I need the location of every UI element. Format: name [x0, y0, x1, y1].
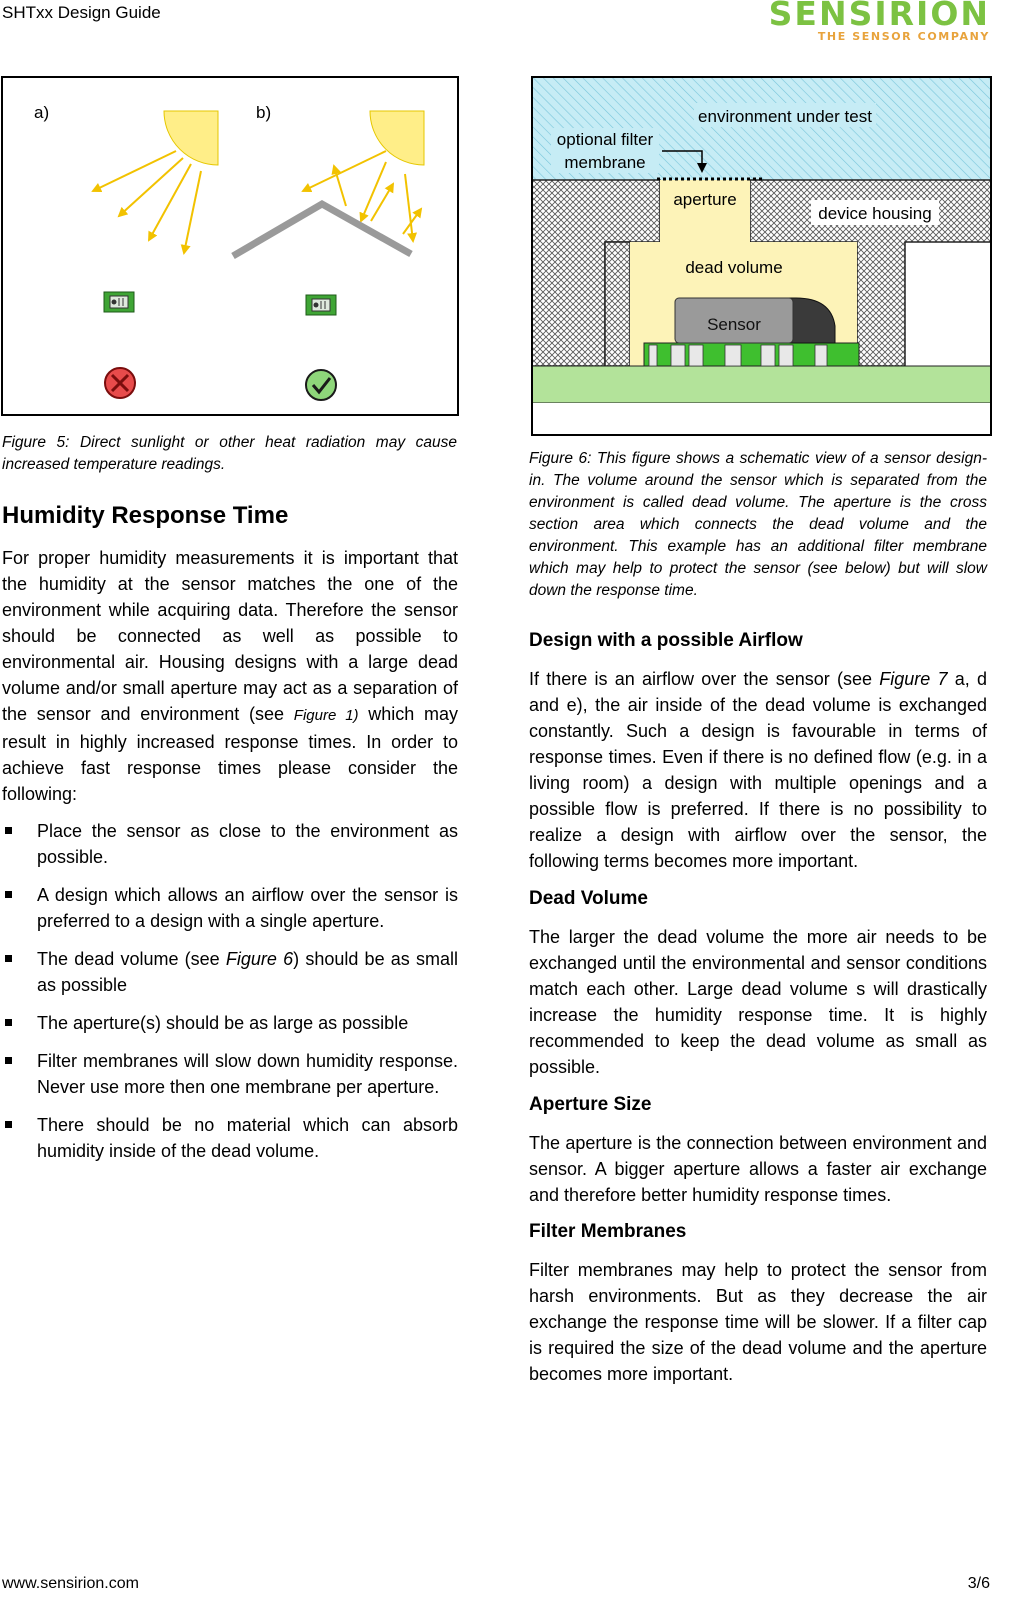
airflow-paragraph [529, 666, 987, 874]
filter-label-line2: membrane [564, 153, 646, 172]
intro-paragraph [2, 545, 458, 807]
list-item: The aperture(s) should be as large as possible [2, 1010, 458, 1036]
design-recommendations-list [2, 818, 458, 1176]
section-heading: Humidity Response Time [2, 502, 289, 529]
list-item: Place the sensor as close to the environment as possible. [2, 818, 458, 870]
environment-label: environment under test [698, 107, 872, 126]
bullet-3-rest: ) should be as small as possible [37, 949, 458, 995]
label-b: b) [256, 103, 272, 122]
pcb-board [532, 366, 991, 403]
list-item [2, 946, 458, 998]
intro-text-1: For proper humidity measurements it is important that the humidity at the sensor matches the one of the environment while acquiring data. Therefore the sensor should be connected as well as possible to environmental air. Housing designs with a large dead volume and/or small aperture may act as a separation of the sensor and environment (see [2, 548, 458, 724]
figure-7-reference: Figure 7 [879, 669, 948, 689]
airflow-heading: Design with a possible Airflow [529, 630, 803, 651]
figure-5-sunlight-diagram [1, 76, 459, 416]
aperture-size-heading: Aperture Size [529, 1094, 652, 1115]
list-item: There should be no material which can absorb humidity inside of the dead volume. [2, 1112, 458, 1164]
footer-url: www.sensirion.com [2, 1575, 139, 1592]
figure-6-design-in-schematic [531, 76, 992, 436]
sensor-chip-icon-b [306, 295, 336, 315]
label-a: a) [34, 103, 50, 122]
sensor-chip-icon-a [104, 292, 134, 312]
page-number: 3/6 [967, 1575, 990, 1592]
dead-volume-paragraph: The larger the dead volume the more air needs to be exchanged until the environmental and sensor conditions match each other. Large dead volume s will drastically increase the humidity response time. It is highly recommended to keep the dead volume as small as possible. [529, 927, 987, 1077]
figure-6-caption: Figure 6: This figure shows a schematic view of a sensor design-in. The volume around the sensor which is separated from the environment is called dead volume. The aperture is the cross section area which connects the dead volume and the environment. This example has an additional filter membrane which may help to protect the sensor (see below) but will slow down the response time. [529, 450, 987, 599]
logo-wordmark: SENSIRION [768, 0, 990, 33]
housing-label: device housing [818, 204, 932, 223]
sensirion-logo [755, 0, 990, 44]
sensor-label: Sensor [707, 315, 761, 334]
figure-5-caption: Figure 5: Direct sunlight or other heat radiation may cause increased temperature readings. [2, 434, 457, 473]
cross-icon [105, 368, 135, 398]
dead-volume-label: dead volume [685, 258, 783, 277]
intro-text-2: which may result in highly increased response times. In order to achieve fast response times please consider the following: [2, 704, 459, 804]
filter-membranes-paragraph: Filter membranes may help to protect the sensor from harsh environments. But as they decrease the air exchange the response time will be slower. If a filter cap is required the size of the dead volume and the aperture becomes more important. [529, 1260, 987, 1384]
header-title: SHTxx Design Guide [2, 3, 161, 22]
list-item: A design which allows an airflow over the sensor is preferred to a design with a single aperture. [2, 882, 458, 934]
figure-1-reference: Figure 1) [293, 707, 359, 724]
base-region [532, 403, 991, 435]
filter-label-line1: optional filter [556, 130, 654, 149]
aperture-size-paragraph: The aperture is the connection between environment and sensor. A bigger aperture allows a faster air exchange and therefore better humidity response times. [529, 1133, 987, 1205]
dead-volume-heading: Dead Volume [529, 888, 648, 909]
airflow-text-2: a, d and e), the air inside of the dead volume is exchanged constantly. Such a design is favourable in terms of response times. Even if there is no defined flow (e.g. in a living room) a design with multiple openings and a possible flow is preferred. If there is no possibility to realize a design with airflow over the sensor, the following terms becomes more important. [529, 669, 987, 871]
housing-left-wall [605, 242, 630, 366]
aperture-label: aperture [673, 190, 737, 209]
checkmark-icon [306, 370, 336, 400]
airflow-text-1: If there is an airflow over the sensor (see [529, 669, 880, 689]
logo-tagline: THE SENSOR COMPANY [817, 30, 990, 43]
list-item: Filter membranes will slow down humidity response. Never use more then one membrane per aperture. [2, 1048, 458, 1100]
figure-6-reference: Figure 6 [225, 949, 294, 969]
filter-membranes-heading: Filter Membranes [529, 1221, 687, 1242]
bullet-3-text: The dead volume (see [37, 949, 220, 969]
